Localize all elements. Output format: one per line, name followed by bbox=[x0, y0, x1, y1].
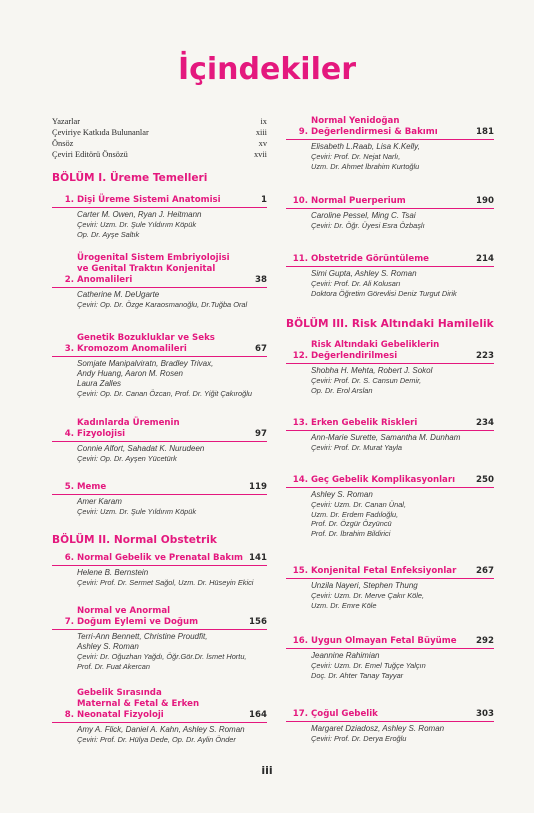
chapter-credits bbox=[286, 433, 494, 453]
chapter-number: 16. bbox=[292, 636, 308, 646]
chapter-title bbox=[77, 333, 251, 355]
chapter-title-line: Genetik Bozukluklar ve Seks bbox=[77, 333, 215, 343]
toc-entry[interactable] bbox=[286, 418, 494, 453]
chapter-number: 2. bbox=[64, 275, 74, 285]
chapter-translator-line: Prof. Dr. Özgür Özyüncü bbox=[311, 519, 392, 529]
chapter-credits bbox=[52, 568, 267, 588]
chapter-page: 267 bbox=[476, 566, 494, 576]
toc-entry[interactable] bbox=[286, 475, 494, 538]
chapter-page: 156 bbox=[249, 617, 267, 627]
chapter-credits bbox=[286, 651, 494, 680]
chapter-author-line: Somjate Manipalviratn, Bradley Trivax, bbox=[77, 359, 214, 368]
chapter-author-line: Elisabeth L.Raab, Lisa K.Kelly, bbox=[311, 142, 420, 151]
toc-entry[interactable] bbox=[286, 340, 494, 395]
chapter-author-line: Shobha H. Mehta, Robert J. Sokol bbox=[311, 366, 433, 375]
chapter-translator-line: Çeviri: Dr. Oğuzhan Yağdı, Öğr.Gör.Dr. İsmet Hortu, bbox=[77, 652, 247, 661]
front-matter-label: Çeviriye Katkıda Bulunanlar bbox=[52, 128, 149, 137]
chapter-title-line: Uygun Olmayan Fetal Büyüme bbox=[311, 636, 457, 646]
front-matter-item[interactable] bbox=[52, 138, 267, 149]
chapter-author-line: Laura Zalles bbox=[77, 379, 122, 388]
chapter-credits bbox=[52, 444, 267, 464]
chapter-translator-line: Çeviri: Uzm. Dr. Canan Ünal, bbox=[311, 500, 407, 509]
chapter-author-line: Simi Gupta, Ashley S. Roman bbox=[311, 269, 417, 278]
chapter-translator-line: Çeviri: Uzm. Dr. Şule Yıldırım Köpük bbox=[77, 220, 197, 229]
chapter-author-line: Connie Alfort, Sahadat K. Nurudeen bbox=[77, 444, 205, 453]
chapter-translator-line: Çeviri: Prof. Dr. Nejat Narlı, bbox=[311, 152, 401, 161]
chapter-author-line: Amer Karam bbox=[77, 497, 122, 506]
front-matter-list bbox=[52, 116, 267, 160]
part-heading: BÖLÜM III. Risk Altındaki Hamilelik bbox=[286, 318, 494, 330]
chapter-credits bbox=[52, 290, 267, 310]
part-heading: BÖLÜM I. Üreme Temelleri bbox=[52, 172, 208, 184]
chapter-credits bbox=[52, 359, 267, 399]
chapter-number: 7. bbox=[64, 617, 74, 627]
toc-entry[interactable] bbox=[52, 253, 267, 310]
toc-entry[interactable] bbox=[286, 566, 494, 610]
chapter-title-line: Dişi Üreme Sistemi Anatomisi bbox=[77, 195, 221, 205]
chapter-page: 303 bbox=[476, 709, 494, 719]
chapter-number: 4. bbox=[64, 429, 74, 439]
chapter-title-line: Değerlendirilmesi bbox=[311, 351, 398, 361]
chapter-number: 10. bbox=[292, 196, 308, 206]
chapter-number: 14. bbox=[292, 475, 308, 485]
chapter-translator-line: Çeviri: Uzm. Dr. Şule Yıldırım Köpük bbox=[77, 507, 197, 516]
chapter-page: 141 bbox=[249, 553, 267, 563]
chapter-heading[interactable] bbox=[286, 418, 494, 431]
chapter-number: 8. bbox=[64, 710, 74, 720]
front-matter-page: xv bbox=[258, 139, 267, 148]
chapter-title-line: Maternal & Fetal & Erken bbox=[77, 699, 200, 709]
chapter-translator-line: Op. Dr. Ayşe Saltık bbox=[77, 229, 140, 239]
chapter-credits bbox=[286, 269, 494, 298]
chapter-author-line: Terri-Ann Bennett, Christine Proudfit, bbox=[77, 632, 208, 641]
chapter-title-line: Neonatal Fizyoloji bbox=[77, 710, 164, 720]
chapter-number: 3. bbox=[64, 344, 74, 354]
chapter-page: 119 bbox=[249, 482, 267, 492]
toc-entry[interactable] bbox=[52, 553, 267, 588]
toc-entry[interactable] bbox=[286, 116, 494, 171]
chapter-title-line: Obstetride Görüntüleme bbox=[311, 254, 429, 264]
toc-entry[interactable] bbox=[52, 195, 267, 239]
chapter-page: 250 bbox=[476, 475, 494, 485]
toc-entry[interactable] bbox=[286, 636, 494, 680]
chapter-page: 234 bbox=[476, 418, 494, 428]
chapter-heading[interactable] bbox=[52, 195, 267, 208]
chapter-author-line: Ann-Marie Surette, Samantha M. Dunham bbox=[311, 433, 461, 442]
toc-entry[interactable] bbox=[52, 333, 267, 399]
chapter-title-line: Anomalileri bbox=[77, 275, 133, 285]
chapter-translator-line: Çeviri: Op. Dr. Özge Karaosmanoğlu, Dr.Tuğba Oral bbox=[77, 300, 248, 309]
chapter-translator-line: Doç. Dr. Ahter Tanay Tayyar bbox=[311, 670, 404, 680]
chapter-credits bbox=[286, 724, 494, 744]
chapter-heading[interactable] bbox=[286, 196, 494, 209]
chapter-heading[interactable] bbox=[52, 418, 267, 442]
chapter-title-line: Kromozom Anomalileri bbox=[77, 344, 187, 354]
chapter-page: 292 bbox=[476, 636, 494, 646]
chapter-translator-line: Doktora Öğretim Görevlisi Deniz Turgut Dirik bbox=[311, 288, 457, 298]
chapter-credits bbox=[52, 632, 267, 671]
chapter-number: 15. bbox=[292, 566, 308, 576]
chapter-heading[interactable] bbox=[286, 566, 494, 579]
chapter-title bbox=[311, 340, 472, 362]
chapter-author-line: Amy A. Flick, Daniel A. Kahn, Ashley S. Roman bbox=[77, 725, 245, 734]
page-number: iii bbox=[261, 764, 273, 777]
chapter-page: 190 bbox=[476, 196, 494, 206]
chapter-credits bbox=[52, 497, 267, 517]
chapter-title bbox=[77, 482, 245, 493]
chapter-heading[interactable] bbox=[52, 482, 267, 495]
chapter-number: 6. bbox=[64, 553, 74, 563]
chapter-page: 1 bbox=[261, 195, 267, 205]
chapter-heading[interactable] bbox=[286, 636, 494, 649]
chapter-number: 17. bbox=[292, 709, 308, 719]
chapter-title-line: ve Genital Traktın Konjenital bbox=[77, 264, 216, 274]
chapter-page: 97 bbox=[255, 429, 267, 439]
chapter-title bbox=[311, 475, 472, 486]
chapter-title bbox=[77, 553, 245, 564]
chapter-title-line: Geç Gebelik Komplikasyonları bbox=[311, 475, 456, 485]
chapter-number: 1. bbox=[64, 195, 74, 205]
chapter-title-line: Erken Gebelik Riskleri bbox=[311, 418, 418, 428]
chapter-credits bbox=[52, 725, 267, 745]
chapter-translator-line: Çeviri: Dr. Öğr. Üyesi Esra Özbaşlı bbox=[311, 221, 425, 230]
front-matter-label: Önsöz bbox=[52, 139, 74, 148]
chapter-translator-line: Op. Dr. Erol Arslan bbox=[311, 385, 373, 395]
chapter-number: 9. bbox=[298, 127, 308, 137]
chapter-heading[interactable] bbox=[286, 116, 494, 140]
chapter-translator-line: Çeviri: Prof. Dr. Murat Yayla bbox=[311, 443, 403, 452]
chapter-heading[interactable] bbox=[52, 688, 267, 723]
front-matter-item[interactable] bbox=[52, 116, 267, 127]
chapter-title bbox=[311, 418, 472, 429]
toc-entry[interactable] bbox=[286, 254, 494, 298]
chapter-translator-line: Çeviri: Prof. Dr. Ali Kolusarı bbox=[311, 279, 401, 288]
chapter-heading[interactable] bbox=[52, 553, 267, 566]
chapter-title bbox=[311, 196, 472, 207]
chapter-heading[interactable] bbox=[52, 253, 267, 288]
chapter-title-line: Gebelik Sırasında bbox=[77, 688, 162, 698]
toc-entry[interactable] bbox=[52, 418, 267, 464]
chapter-author-line: Caroline Pessel, Ming C. Tsai bbox=[311, 211, 416, 220]
chapter-number: 12. bbox=[292, 351, 308, 361]
chapter-author-line: Jeannine Rahimian bbox=[311, 651, 380, 660]
chapter-translator-line: Prof. Dr. Fuat Akercan bbox=[77, 661, 150, 671]
chapter-credits bbox=[286, 211, 494, 231]
front-matter-label: Yazarlar bbox=[52, 117, 80, 126]
chapter-heading[interactable] bbox=[52, 333, 267, 357]
chapter-heading[interactable] bbox=[286, 709, 494, 722]
chapter-credits bbox=[286, 490, 494, 538]
chapter-author-line: Ashley S. Roman bbox=[311, 490, 373, 499]
chapter-translator-line: Çeviri: Prof. Dr. Hülya Dede, Op. Dr. Aylin Önder bbox=[77, 735, 236, 744]
chapter-title bbox=[77, 418, 251, 440]
chapter-title-line: Fizyolojisi bbox=[77, 429, 126, 439]
chapter-credits bbox=[286, 366, 494, 395]
front-matter-page: ix bbox=[260, 117, 267, 126]
chapter-title-line: Değerlendirmesi & Bakımı bbox=[311, 127, 438, 137]
chapter-number: 13. bbox=[292, 418, 308, 428]
chapter-translator-line: Çeviri: Op. Dr. Canan Özcan, Prof. Dr. Yiğit Çakıroğlu bbox=[77, 389, 252, 398]
chapter-title-line: Meme bbox=[77, 482, 107, 492]
chapter-credits bbox=[286, 142, 494, 171]
chapter-heading[interactable] bbox=[286, 340, 494, 364]
chapter-author-line: Unzila Nayeri, Stephen Thung bbox=[311, 581, 418, 590]
chapter-credits bbox=[286, 581, 494, 610]
chapter-number: 11. bbox=[292, 254, 308, 264]
chapter-title-line: Doğum Eylemi ve Doğum bbox=[77, 617, 199, 627]
chapter-author-line: Margaret Dziadosz, Ashley S. Roman bbox=[311, 724, 445, 733]
chapter-heading[interactable] bbox=[52, 606, 267, 630]
part-heading: BÖLÜM II. Normal Obstetrik bbox=[52, 534, 217, 546]
chapter-author-line: Andy Huang, Aaron M. Rosen bbox=[77, 369, 183, 378]
front-matter-item[interactable] bbox=[52, 127, 267, 138]
front-matter-item[interactable] bbox=[52, 149, 267, 160]
chapter-title bbox=[311, 254, 472, 265]
front-matter-page: xvii bbox=[253, 150, 267, 159]
chapter-translator-line: Çeviri: Prof. Dr. S. Cansun Demir, bbox=[311, 376, 422, 385]
chapter-title-line: Risk Altındaki Gebeliklerin bbox=[311, 340, 440, 350]
toc-entry[interactable] bbox=[52, 688, 267, 745]
chapter-page: 67 bbox=[255, 344, 267, 354]
chapter-title bbox=[311, 636, 472, 647]
chapter-title bbox=[77, 688, 245, 721]
chapter-title-line: Kadınlarda Üremenin bbox=[77, 418, 180, 428]
chapter-translator-line: Uzm. Dr. Ahmet İbrahim Kurtoğlu bbox=[311, 161, 420, 171]
chapter-title-line: Çoğul Gebelik bbox=[311, 709, 378, 719]
chapter-heading[interactable] bbox=[286, 475, 494, 488]
chapter-author-line: Ashley S. Roman bbox=[77, 642, 139, 651]
chapter-title-line: Normal Yenidoğan bbox=[311, 116, 400, 126]
chapter-translator-line: Uzm. Dr. Emre Köle bbox=[311, 600, 377, 610]
chapter-title-line: Normal Puerperium bbox=[311, 196, 406, 206]
chapter-translator-line: Çeviri: Prof. Dr. Sermet Sağol, Uzm. Dr. Hüseyin Ekici bbox=[77, 578, 254, 587]
chapter-page: 223 bbox=[476, 351, 494, 361]
chapter-page: 181 bbox=[476, 127, 494, 137]
chapter-title-line: Normal ve Anormal bbox=[77, 606, 171, 616]
chapter-page: 214 bbox=[476, 254, 494, 264]
chapter-author-line: Catherine M. DeUgarte bbox=[77, 290, 160, 299]
chapter-translator-line: Uzm. Dr. Erdem Fadıloğlu, bbox=[311, 509, 399, 519]
chapter-title-line: Ürogenital Sistem Embriyolojisi bbox=[77, 253, 230, 263]
chapter-number: 5. bbox=[64, 482, 74, 492]
chapter-author-line: Carter M. Owen, Ryan J. Heitmann bbox=[77, 210, 202, 219]
chapter-title-line: Konjenital Fetal Enfeksiyonlar bbox=[311, 566, 457, 576]
toc-entry[interactable] bbox=[52, 606, 267, 671]
chapter-heading[interactable] bbox=[286, 254, 494, 267]
front-matter-label: Çeviri Editörü Önsözü bbox=[52, 150, 128, 159]
chapter-author-line: Helene B. Bernstein bbox=[77, 568, 149, 577]
chapter-page: 164 bbox=[249, 710, 267, 720]
toc-entry[interactable] bbox=[52, 482, 267, 517]
chapter-title bbox=[77, 606, 245, 628]
chapter-translator-line: Çeviri: Uzm. Dr. Merve Çakır Köle, bbox=[311, 591, 425, 600]
front-matter-page: xiii bbox=[255, 128, 267, 137]
chapter-translator-line: Prof. Dr. İbrahim Bildirici bbox=[311, 528, 391, 538]
chapter-translator-line: Çeviri: Op. Dr. Ayşen Yücetürk bbox=[77, 454, 177, 463]
toc-entry[interactable] bbox=[286, 709, 494, 744]
chapter-translator-line: Çeviri: Uzm. Dr. Emel Tuğçe Yalçın bbox=[311, 661, 426, 670]
chapter-title bbox=[311, 116, 472, 138]
chapter-credits bbox=[52, 210, 267, 239]
chapter-title bbox=[311, 709, 472, 720]
page-title: İçindekiler bbox=[177, 52, 357, 87]
chapter-title bbox=[77, 195, 257, 206]
chapter-title bbox=[77, 253, 251, 286]
toc-entry[interactable] bbox=[286, 196, 494, 231]
chapter-title-line: Normal Gebelik ve Prenatal Bakım bbox=[77, 553, 244, 563]
chapter-title bbox=[311, 566, 472, 577]
chapter-translator-line: Çeviri: Prof. Dr. Derya Eroğlu bbox=[311, 734, 407, 743]
chapter-page: 38 bbox=[255, 275, 267, 285]
